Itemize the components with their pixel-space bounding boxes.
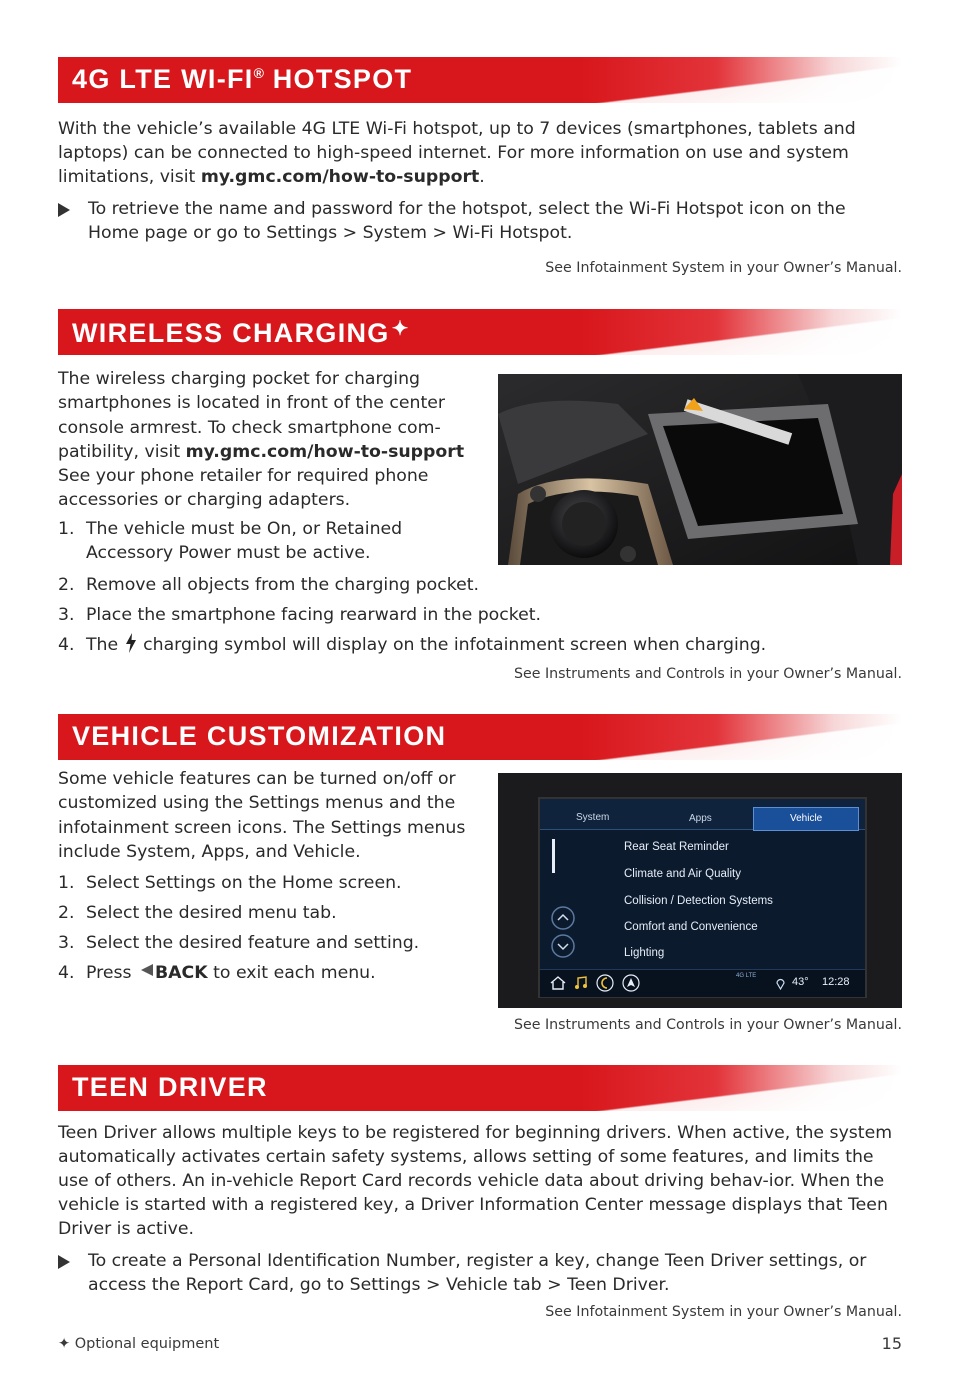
menu-item-collision[interactable]: Collision / Detection Systems <box>624 895 773 907</box>
menu-item-lighting[interactable]: Lighting <box>624 947 665 959</box>
teen-driver-banner <box>58 1065 902 1111</box>
teen-driver-title: TEEN DRIVER <box>72 1072 268 1102</box>
clock: 12:28 <box>822 976 850 988</box>
teen-driver-intro: Teen Driver allows multiple keys to be registered for beginning drivers. When active, the system automatically activates certain safety systems, allows setting of some features, and limits the use of others. An in-vehicle Report Card records vehicle data about driving behav-ior. When the vehicle is started with a registered key, a Driver Information Center message displays that Teen Driver is active. <box>58 1123 893 1239</box>
lte-indicator: 4G LTE <box>736 973 757 979</box>
wireless-charging-banner <box>58 309 902 355</box>
menu-item-rear-seat-reminder[interactable]: Rear Seat Reminder <box>624 841 729 853</box>
wifi-hotspot-see-ref: See Infotainment System in your Owner’s Manual. <box>545 260 902 276</box>
chevron-down-icon[interactable] <box>550 933 576 959</box>
menu-item-comfort[interactable]: Comfort and Convenience <box>624 921 758 933</box>
optional-equipment-note: ✦ Optional equipment <box>58 1336 220 1352</box>
tab-vehicle-label: Vehicle <box>790 813 823 824</box>
customization-see-ref: See Instruments and Controls in your Owner’s Manual. <box>514 1017 902 1033</box>
status-bar <box>540 969 865 997</box>
tab-vehicle-active[interactable] <box>753 807 859 831</box>
custom-step-3: 3. Select the desired feature and setting. <box>58 933 420 953</box>
wifi-hotspot-banner <box>58 57 902 103</box>
home-icon[interactable] <box>550 976 566 990</box>
support-link[interactable]: my.gmc.com/how-to-support <box>200 167 480 187</box>
tab-apps[interactable]: Apps <box>689 813 712 824</box>
back-triangle-icon <box>141 964 153 976</box>
optional-star-icon: ✦ <box>391 318 409 340</box>
custom-step-1: 1. Select Settings on the Home screen. <box>58 873 402 893</box>
infotainment-screen-photo <box>498 773 902 1008</box>
tab-system[interactable]: System <box>576 812 610 823</box>
music-icon[interactable] <box>574 976 588 990</box>
page-number: 15 <box>881 1334 902 1353</box>
wireless-step-1: 1. The vehicle must be On, or Retained Accessory Power must be active. <box>58 519 403 563</box>
wireless-step-4: 4. The charging symbol will display on the infotainment screen when charging. <box>58 635 767 655</box>
teen-driver-bullet: To create a Personal Identification Number, register a key, change Teen Driver settings, or access the Report Card, go to Settings > Vehicle tab > Teen Driver. <box>58 1249 902 1297</box>
wireless-step-2: 2. Remove all objects from the charging pocket. <box>58 575 479 595</box>
infotainment-screen <box>538 797 867 998</box>
lightning-bolt-icon <box>126 633 136 653</box>
vehicle-customization-intro: Some vehicle features can be turned on/off or customized using the Settings menus and the infotainment screen icons. The Settings menus include System, Apps, and Vehicle. <box>58 769 466 862</box>
wireless-charging-intro: The wireless charging pocket for charging smartphones is located in front of the center console armrest. To check smartphone com-patibility, visit my.gmc.com/how-to-support See your phone retailer for required phone accessories or charging adapters. <box>58 369 465 511</box>
wireless-see-ref: See Instruments and Controls in your Owner’s Manual. <box>514 666 902 682</box>
wifi-hotspot-intro: With the vehicle’s available 4G LTE Wi-Fi hotspot, up to 7 devices (smartphones, tablets and laptops) can be connected to high-speed internet. For more information on use and system limitations, visit my.gmc.com/how-to-support. <box>58 119 856 187</box>
custom-step-4: 4. Press BACK to exit each menu. <box>58 963 376 983</box>
vehicle-customization-banner <box>58 714 902 760</box>
optional-star-icon: ✦ <box>58 1336 71 1352</box>
bullet-arrow-icon <box>58 1255 70 1269</box>
teen-driver-see-ref: See Infotainment System in your Owner’s Manual. <box>545 1304 902 1320</box>
phone-icon[interactable] <box>596 974 614 992</box>
menu-item-climate[interactable]: Climate and Air Quality <box>624 868 741 880</box>
wireless-charging-photo <box>498 374 902 565</box>
bullet-arrow-icon <box>58 203 70 217</box>
wireless-charging-title: WIRELESS CHARGING ✦ <box>72 318 409 348</box>
location-icon <box>776 978 785 990</box>
scroll-indicator <box>552 839 555 873</box>
wifi-hotspot-bullet: To retrieve the name and password for the hotspot, select the Wi-Fi Hotspot icon on the Home page or go to Settings > System > Wi-Fi Hotspot. <box>58 197 902 245</box>
vehicle-customization-title: VEHICLE CUSTOMIZATION <box>72 721 447 751</box>
temperature: 43° <box>792 976 809 988</box>
wifi-hotspot-title: 4G LTE WI-FI® HOTSPOT <box>72 64 413 94</box>
navigation-icon[interactable] <box>622 974 640 992</box>
support-link[interactable]: my.gmc.com/how-to-support <box>185 441 465 462</box>
chevron-up-icon[interactable] <box>550 905 576 931</box>
wireless-step-3: 3. Place the smartphone facing rearward in the pocket. <box>58 605 542 625</box>
custom-step-2: 2. Select the desired menu tab. <box>58 903 337 923</box>
console-image <box>498 374 902 565</box>
